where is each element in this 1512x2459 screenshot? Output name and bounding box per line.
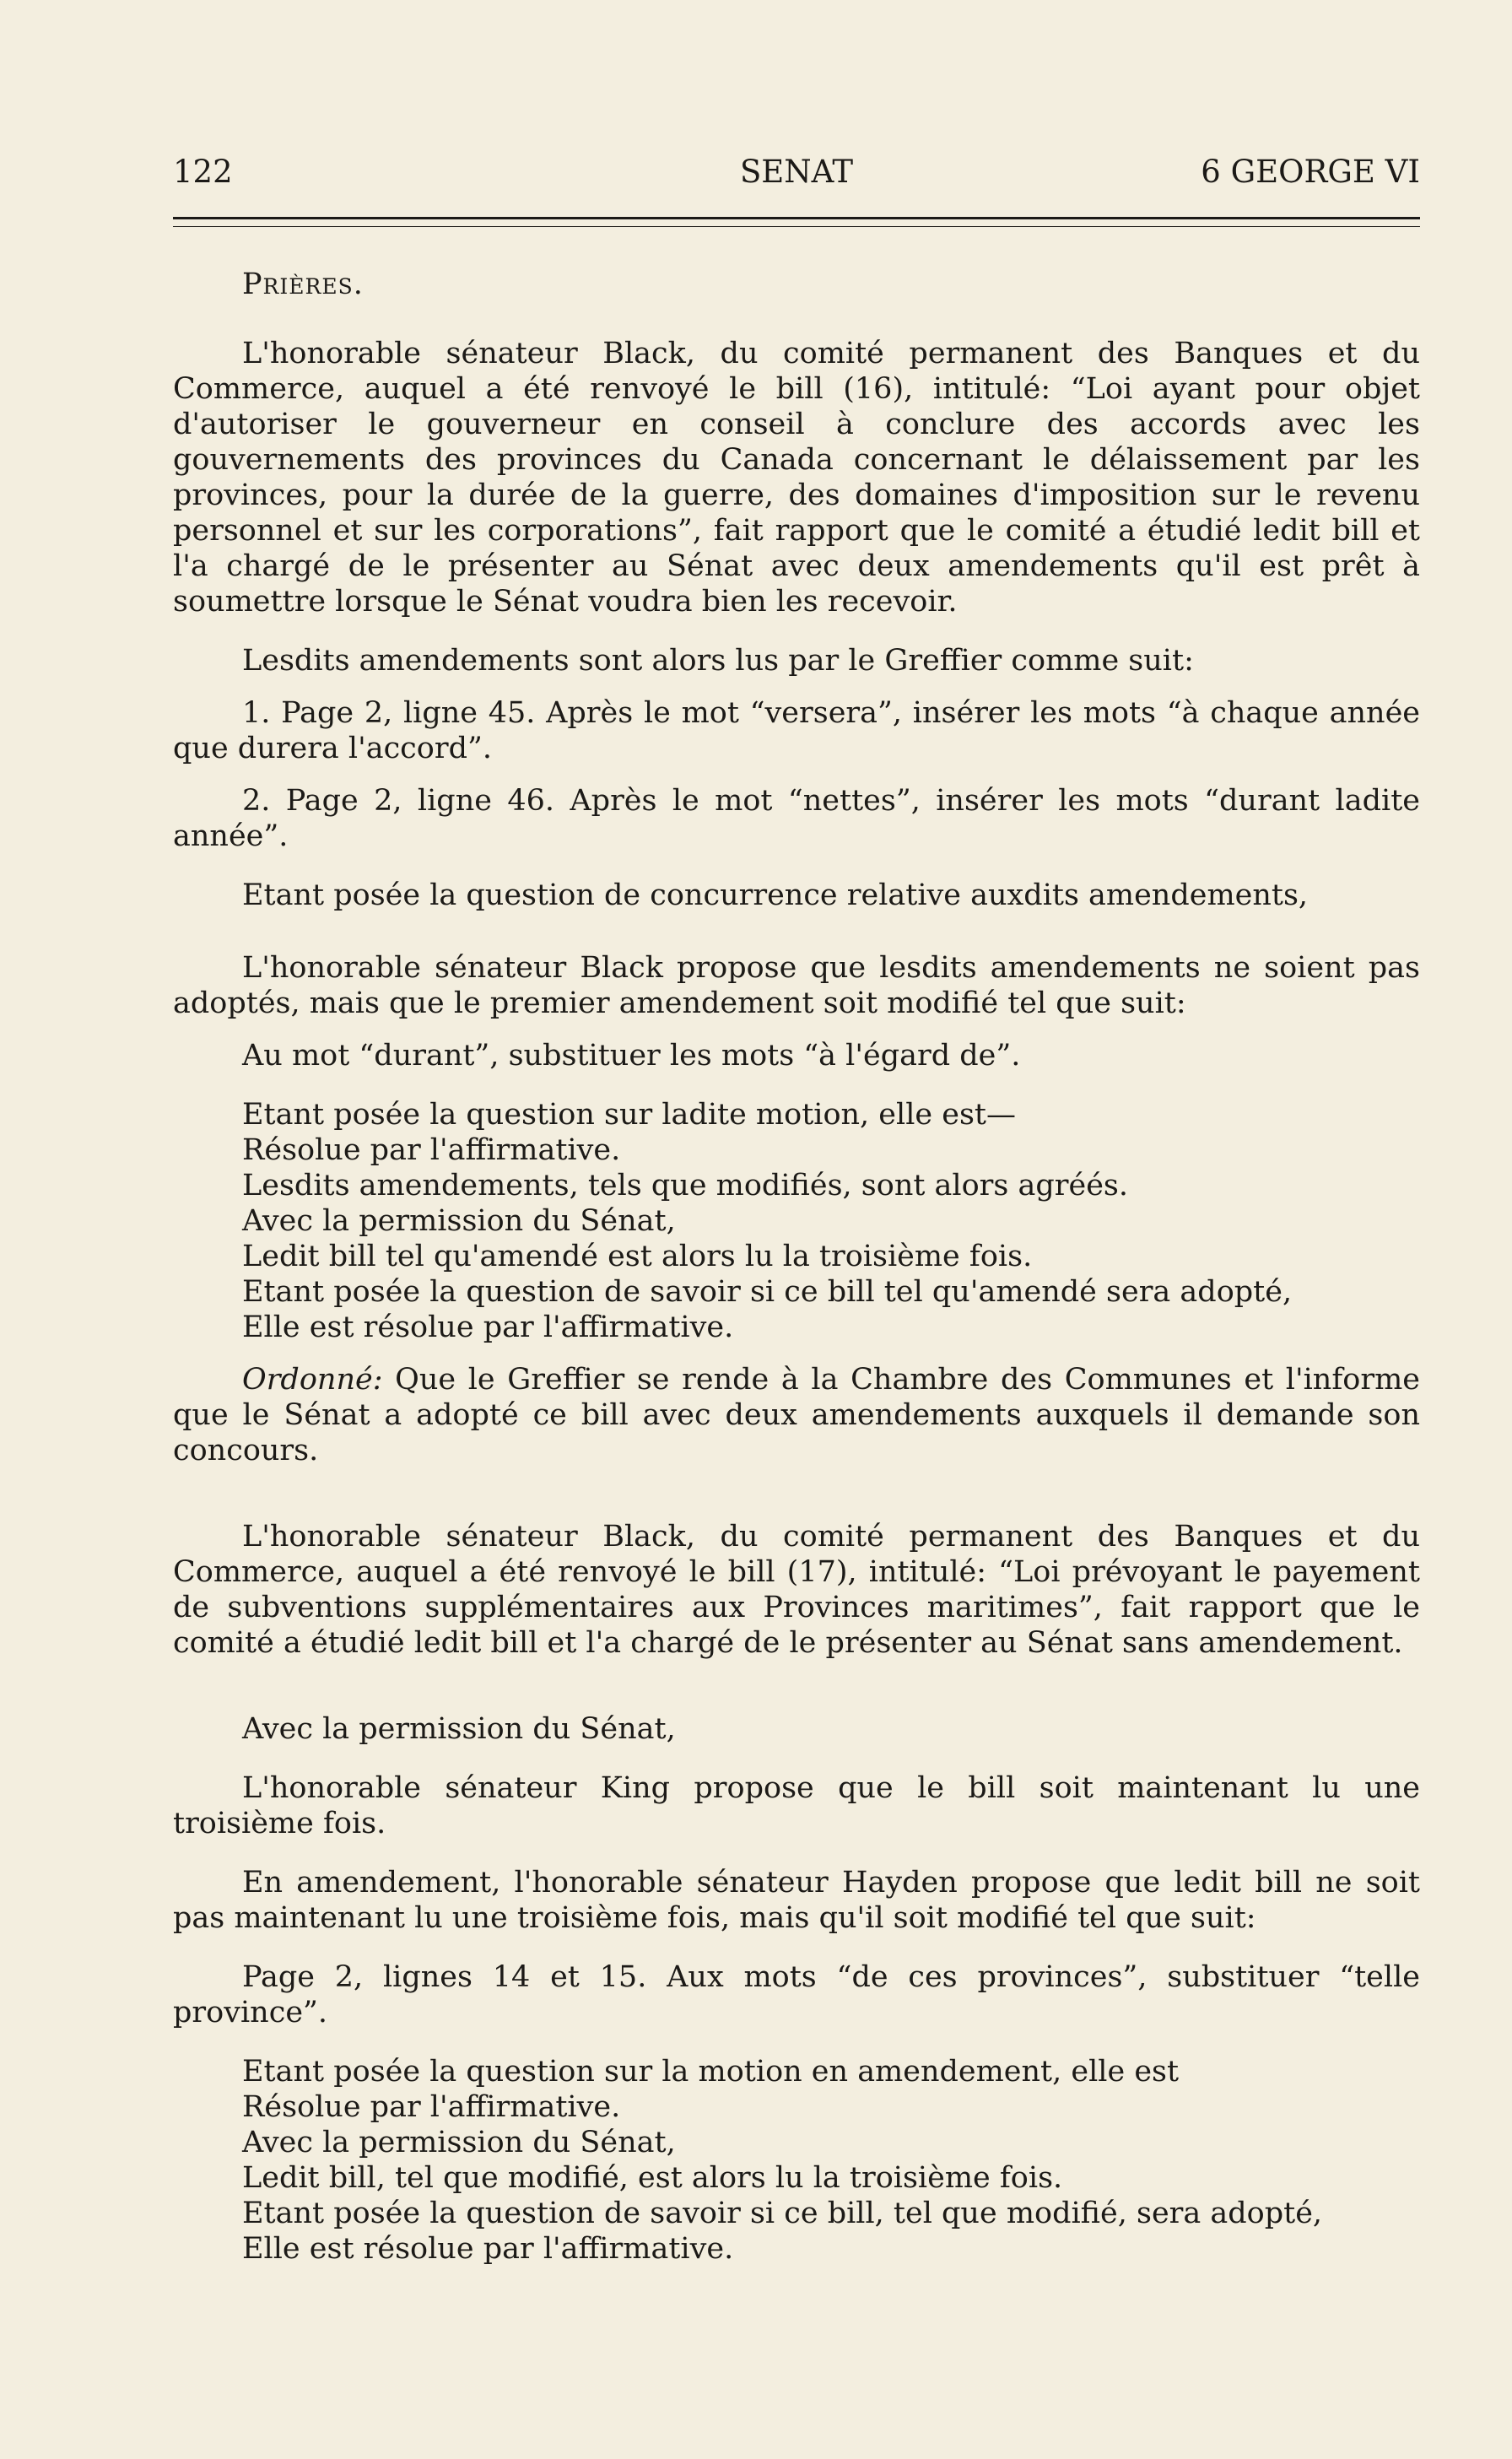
resolution-block-1 [173,1097,1420,1345]
paragraph-permission: Avec la permission du Sénat, [242,1712,676,1746]
paragraph-substitution: Au mot “durant”, substituer les mots “à l'égard de”. [242,1039,1021,1073]
paragraph-page-amendment: Page 2, lignes 14 et 15. Aux mots “de ces provinces”, substituer “telle province”. [173,1960,1420,2029]
document-body [173,267,1420,2267]
resolution-line: Elle est résolue par l'affirmative. [242,1311,734,1344]
paragraph-amendments-read: Lesdits amendements sont alors lus par le Greffier comme suit: [242,644,1194,678]
resolution-line: Résolue par l'affirmative. [242,2090,621,2124]
paragraph-report-bill-16: L'honorable sénateur Black, du comité permanent des Banques et du Commerce, auquel a été renvoyé le bill (16), intitulé: “Loi ayant pour objet d'autoriser le gouverneur en conseil à conclure des accords avec les gouvernements des provinces du Canada concernant le délaissement par les provinces, pour la durée de la guerre, des domaines d'imposition sur le revenu personnel et sur les corporations”, fait rapport que le comité a étudié ledit bill et l'a chargé de le présenter au Sénat avec deux amendements qu'il est prêt à soumettre lorsque le Sénat voudra bien les recevoir. [173,337,1420,619]
resolution-line: Etant posée la question sur ladite motion, elle est— [242,1098,1016,1132]
paragraph-report-bill-17: L'honorable sénateur Black, du comité permanent des Banques et du Commerce, auquel a été renvoyé le bill (17), intitulé: “Loi prévoyant le payement de subventions supplémentaires aux Provinces maritimes”, fait rapport que le comité a étudié ledit bill et l'a chargé de le présenter au Sénat sans amendement. [173,1520,1420,1660]
resolution-line: Elle est résolue par l'affirmative. [242,2232,734,2266]
paragraph-king-proposal: L'honorable sénateur King propose que le bill soit maintenant lu une troisième fois. [173,1771,1420,1840]
section-heading: Prières. [242,268,364,301]
page-title: SENAT [739,154,854,190]
resolution-block-2 [173,2054,1420,2267]
resolution-line: Etant posée la question de savoir si ce bill tel qu'amendé sera adopté, [242,1275,1293,1309]
header-reign: 6 GEORGE VI [1201,154,1420,190]
resolution-line: Lesdits amendements, tels que modifiés, sont alors agréés. [242,1169,1129,1202]
header-rule-thick [173,217,1420,219]
resolution-line: Avec la permission du Sénat, [242,2126,676,2159]
paragraph-amendment-2: 2. Page 2, ligne 46. Après le mot “nettes”, insérer les mots “durant ladite année”. [173,784,1420,853]
resolution-line: Etant posée la question de savoir si ce bill, tel que modifié, sera adopté, [242,2197,1323,2230]
resolution-line: Résolue par l'affirmative. [242,1133,621,1167]
paragraph-question-concurrence: Etant posée la question de concurrence relative auxdits amendements, [242,878,1309,912]
page-number: 122 [173,154,233,190]
paragraph-black-proposal: L'honorable sénateur Black propose que lesdits amendements ne soient pas adoptés, mais que le premier amendement soit modifié tel que suit: [173,951,1420,1020]
order-label: Ordonné: [242,1363,383,1397]
resolution-line: Etant posée la question sur la motion en amendement, elle est [242,2055,1180,2089]
resolution-line: Ledit bill tel qu'amendé est alors lu la troisième fois. [242,1240,1033,1273]
paragraph-order [173,1362,1420,1468]
resolution-line: Avec la permission du Sénat, [242,1204,676,1238]
header-rule-thin [173,226,1420,227]
paragraph-amendment-1: 1. Page 2, ligne 45. Après le mot “versera”, insérer les mots “à chaque année que durera l'accord”. [173,696,1420,765]
page-header [173,154,1420,201]
order-text: Que le Greffier se rende à la Chambre des Communes et l'informe que le Sénat a adopté ce bill avec deux amendements auxquels il demande son concours. [173,1363,1420,1467]
resolution-line: Ledit bill, tel que modifié, est alors lu la troisième fois. [242,2161,1063,2195]
paragraph-hayden-amendment: En amendement, l'honorable sénateur Hayden propose que ledit bill ne soit pas maintenant lu une troisième fois, mais qu'il soit modifié tel que suit: [173,1866,1420,1935]
